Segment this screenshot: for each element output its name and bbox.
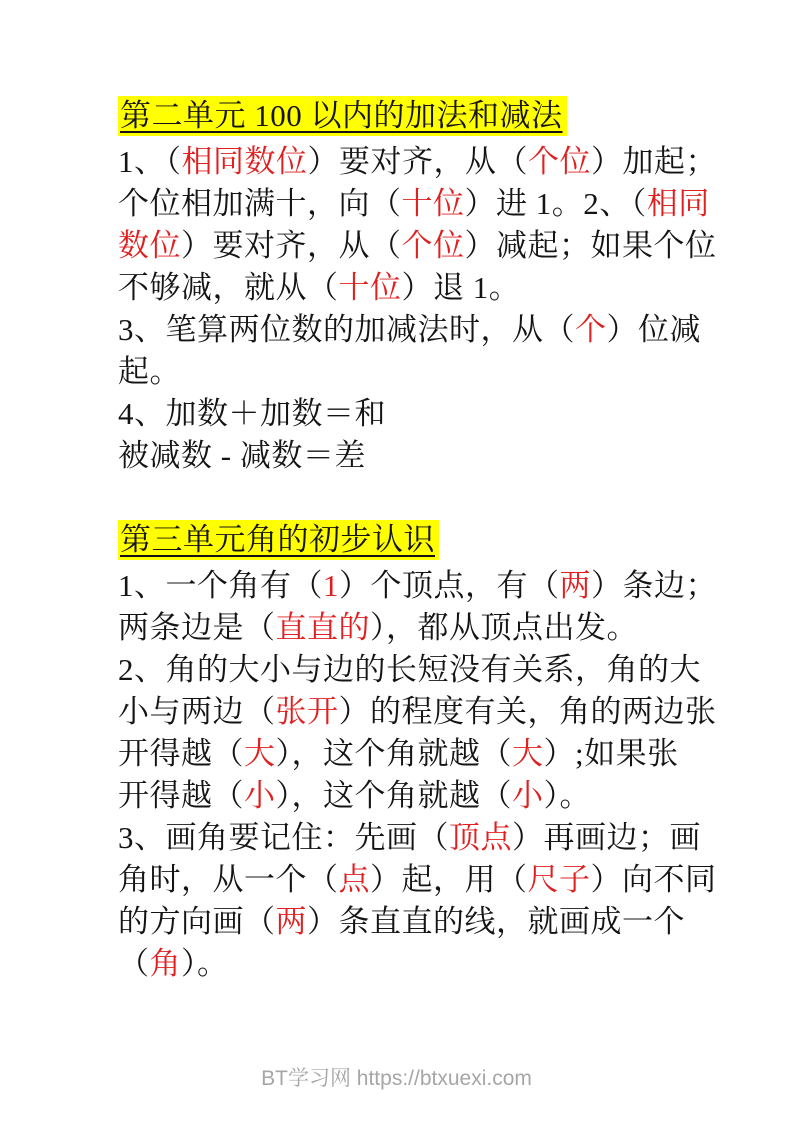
answer-text: 尺子 (527, 862, 591, 897)
section-heading-row (118, 519, 693, 561)
body-text: （ (118, 946, 150, 981)
body-text: 1、（ (118, 144, 182, 179)
text-line (118, 943, 693, 985)
answer-text: 相同 (646, 186, 710, 221)
answer-text: 小 (244, 778, 276, 813)
text-line (118, 859, 717, 901)
answer-text: 相同数位 (181, 144, 308, 179)
body-text: ），这个角就越（ (275, 736, 512, 771)
body-text: 两条边是（ (118, 610, 276, 645)
text-line (118, 393, 693, 435)
body-text: ）条边； (591, 568, 717, 603)
body-text: 4、加数＋加数＝和 (118, 396, 386, 431)
body-text: ）向不同 (590, 862, 717, 897)
watermark: BT学习网 https://btxuexi.com (261, 1067, 532, 1090)
section-heading-unit2: 第二单元 100 以内的加法和减法 (118, 96, 567, 136)
text-line (118, 817, 701, 859)
body-text: ）要对齐，从（ (307, 144, 528, 179)
answer-text: 个位 (401, 228, 465, 263)
body-text: ）起，用（ (370, 862, 528, 897)
answer-text: 点 (338, 862, 370, 897)
answer-text: 十位 (401, 186, 465, 221)
text-line (118, 183, 710, 225)
text-line (118, 649, 701, 691)
section-heading-unit3: 第三单元角的初步认识 (118, 520, 439, 560)
body-text: ）。 (181, 946, 229, 981)
body-text: ）退 1。 (401, 270, 521, 305)
text-line (118, 435, 693, 477)
document-page (118, 95, 717, 985)
body-text: ）位减 (606, 312, 701, 347)
body-text: ）条直直的线，就画成一个 (307, 904, 685, 939)
body-text: ）。 (543, 778, 591, 813)
text-line (118, 775, 693, 817)
body-text: 开得越（ (118, 736, 244, 771)
answer-text: 数位 (118, 228, 181, 263)
body-text: ）个顶点，有（ (339, 568, 560, 603)
answer-text: 两 (275, 904, 307, 939)
body-text: 3、画角要记住：先画（ (118, 820, 449, 855)
text-line (118, 565, 717, 607)
body-text: 1、一个角有（ (118, 568, 323, 603)
body-text: ）要对齐，从（ (181, 228, 402, 263)
text-line (118, 607, 693, 649)
body-text: 2、角的大小与边的长短没有关系，角的大 (118, 652, 701, 687)
body-text: 起。 (118, 354, 181, 389)
text-line (118, 225, 717, 267)
text-line (118, 267, 693, 309)
body-text: 的方向画（ (118, 904, 276, 939)
body-text: ）的程度有关，角的两边张 (338, 694, 717, 729)
body-text: ）进 1。2、（ (464, 186, 647, 221)
text-line (118, 733, 693, 775)
answer-text: 顶点 (449, 820, 512, 855)
section-unit2 (118, 95, 717, 477)
section-heading-row (118, 95, 693, 137)
text-line (118, 309, 701, 351)
text-line (118, 351, 693, 393)
answer-text: 小 (512, 778, 544, 813)
answer-text: 角 (149, 946, 181, 981)
answer-text: 1 (323, 568, 339, 603)
body-text: ），都从顶点出发。 (370, 610, 638, 645)
answer-text: 个位 (528, 144, 591, 179)
body-text: 3、笔算两位数的加减法时，从（ (118, 312, 575, 347)
body-text: 不够减，就从（ (118, 270, 339, 305)
text-line (118, 901, 693, 943)
answer-text: 直直的 (275, 610, 370, 645)
answer-text: 张开 (275, 694, 339, 729)
answer-text: 十位 (338, 270, 402, 305)
body-text: ）再画边；画 (512, 820, 701, 855)
section-body-unit2 (118, 141, 717, 477)
section-body-unit3 (118, 565, 717, 985)
answer-text: 个 (575, 312, 607, 347)
section-unit3 (118, 519, 717, 985)
body-text: 开得越（ (118, 778, 244, 813)
body-text: ）;如果张 (543, 736, 679, 771)
body-text: ）加起； (591, 144, 717, 179)
section-gap (118, 477, 693, 519)
body-text: ）减起；如果个位 (464, 228, 717, 263)
body-text: 角时，从一个（ (118, 862, 339, 897)
text-line (118, 141, 717, 183)
body-text: 个位相加满十，向（ (118, 186, 402, 221)
text-line (118, 691, 717, 733)
answer-text: 两 (559, 568, 591, 603)
answer-text: 大 (512, 736, 544, 771)
body-text: 小与两边（ (118, 694, 276, 729)
body-text: 被减数 - 减数＝差 (118, 438, 366, 473)
body-text: ），这个角就越（ (275, 778, 512, 813)
answer-text: 大 (244, 736, 276, 771)
